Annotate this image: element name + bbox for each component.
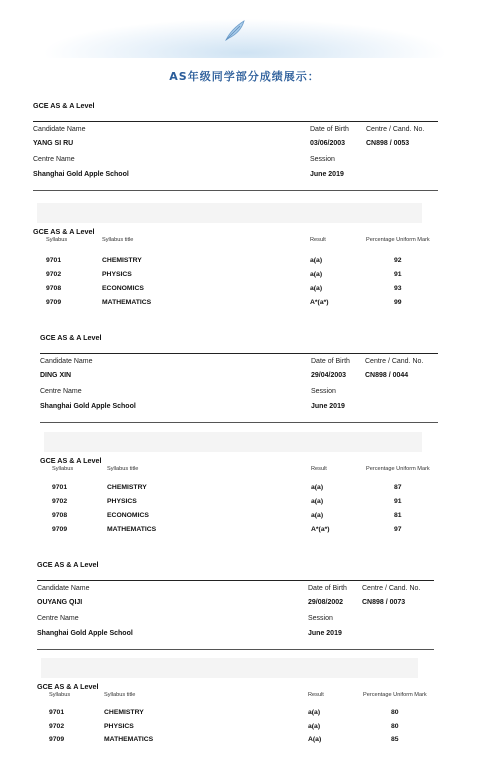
session: June 2019 xyxy=(310,171,344,178)
header-syllabus-title: Syllabus title xyxy=(102,237,134,243)
label-centre-name: Centre Name xyxy=(40,388,82,395)
percentage-mark: 92 xyxy=(394,257,402,264)
rule-bottom xyxy=(33,190,438,191)
label-date-of-birth: Date of Birth xyxy=(311,358,350,365)
percentage-mark: 91 xyxy=(394,498,402,505)
label-centre-name: Centre Name xyxy=(33,156,75,163)
result-grade: A*(a*) xyxy=(311,526,330,533)
results-shade xyxy=(44,432,422,452)
session: June 2019 xyxy=(308,630,342,637)
results-title: GCE AS & A Level xyxy=(40,456,102,465)
rule-top xyxy=(37,580,434,581)
label-session: Session xyxy=(311,388,336,395)
label-centre-cand: Centre / Cand. No. xyxy=(366,126,425,133)
syllabus-code: 9701 xyxy=(52,484,68,491)
result-grade: a(a) xyxy=(310,285,323,292)
syllabus-code: 9709 xyxy=(52,526,68,533)
percentage-mark: 93 xyxy=(394,285,402,292)
result-grade: a(a) xyxy=(310,257,323,264)
syllabus-title: CHEMISTRY xyxy=(104,709,144,716)
label-candidate-name: Candidate Name xyxy=(33,126,86,133)
percentage-mark: 99 xyxy=(394,299,402,306)
syllabus-title: MATHEMATICS xyxy=(104,736,154,743)
label-date-of-birth: Date of Birth xyxy=(310,126,349,133)
candidate-number: CN898 / 0073 xyxy=(362,599,406,606)
rule-bottom xyxy=(37,649,434,650)
syllabus-code: 9709 xyxy=(46,299,62,306)
header-percentage-uniform-mark: Percentage Uniform Mark xyxy=(363,692,427,698)
rule-top xyxy=(33,121,438,122)
candidate-name: YANG SI RU xyxy=(33,140,74,147)
rule-top xyxy=(40,353,438,354)
syllabus-code: 9702 xyxy=(49,722,65,730)
result-grade: a(a) xyxy=(311,484,324,491)
date-of-birth: 03/06/2003 xyxy=(310,140,346,147)
percentage-mark: 87 xyxy=(394,484,402,491)
result-grade: a(a) xyxy=(308,709,321,716)
syllabus-code: 9702 xyxy=(46,271,62,278)
header-result: Result xyxy=(310,237,326,243)
syllabus-title: ECONOMICS xyxy=(102,285,144,292)
centre-name: Shanghai Gold Apple School xyxy=(40,403,136,410)
result-grade: a(a) xyxy=(308,722,321,730)
syllabus-title: MATHEMATICS xyxy=(102,299,152,306)
candidate-name: DING XIN xyxy=(40,372,72,379)
centre-name: Shanghai Gold Apple School xyxy=(33,171,129,178)
results-title: GCE AS & A Level xyxy=(37,682,99,691)
syllabus-code: 9701 xyxy=(46,257,62,264)
syllabus-code: 9701 xyxy=(49,709,65,716)
certificate-title: GCE AS & A Level xyxy=(37,560,99,569)
rule-bottom xyxy=(40,422,438,423)
percentage-mark: 97 xyxy=(394,526,402,533)
syllabus-code: 9702 xyxy=(52,498,68,505)
results-title: GCE AS & A Level xyxy=(33,227,95,236)
header-syllabus: Syllabus xyxy=(52,466,74,472)
syllabus-code: 9708 xyxy=(46,285,62,292)
header-result: Result xyxy=(308,692,324,698)
syllabus-title: PHYSICS xyxy=(104,722,134,730)
percentage-mark: 81 xyxy=(394,512,402,519)
header-syllabus-title: Syllabus title xyxy=(104,692,136,698)
result-grade: a(a) xyxy=(311,512,324,519)
header-syllabus: Syllabus xyxy=(46,237,68,243)
syllabus-title: CHEMISTRY xyxy=(107,484,147,491)
percentage-mark: 85 xyxy=(391,736,399,743)
label-session: Session xyxy=(310,156,335,163)
candidate-number: CN898 / 0044 xyxy=(365,372,409,379)
results-shade xyxy=(41,658,418,678)
label-candidate-name: Candidate Name xyxy=(37,585,90,592)
syllabus-code: 9708 xyxy=(52,512,68,519)
label-centre-cand: Centre / Cand. No. xyxy=(365,358,424,365)
page-heading: AS年级同学部分成绩展示： xyxy=(169,70,320,83)
date-of-birth: 29/04/2003 xyxy=(311,372,347,379)
syllabus-title: MATHEMATICS xyxy=(107,526,157,533)
header-result: Result xyxy=(311,466,327,472)
syllabus-title: PHYSICS xyxy=(102,271,132,278)
candidate-name: OUYANG QIJI xyxy=(37,599,83,606)
result-grade: a(a) xyxy=(311,498,324,505)
header-syllabus-title: Syllabus title xyxy=(107,466,139,472)
syllabus-title: CHEMISTRY xyxy=(102,257,142,264)
result-grade: a(a) xyxy=(310,271,323,278)
header-syllabus: Syllabus xyxy=(49,692,71,698)
percentage-mark: 91 xyxy=(394,271,402,278)
result-grade: A(a) xyxy=(308,736,322,743)
session: June 2019 xyxy=(311,403,345,410)
syllabus-title: ECONOMICS xyxy=(107,512,149,519)
percentage-mark: 80 xyxy=(391,722,399,730)
label-centre-name: Centre Name xyxy=(37,615,79,622)
centre-name: Shanghai Gold Apple School xyxy=(37,630,133,637)
header-percentage-uniform-mark: Percentage Uniform Mark xyxy=(366,466,430,472)
certificate-title: GCE AS & A Level xyxy=(40,333,102,342)
label-session: Session xyxy=(308,615,333,622)
date-of-birth: 29/08/2002 xyxy=(308,599,344,606)
percentage-mark: 80 xyxy=(391,709,399,716)
label-candidate-name: Candidate Name xyxy=(40,358,93,365)
results-shade xyxy=(37,203,422,223)
syllabus-title: PHYSICS xyxy=(107,498,137,505)
syllabus-code: 9709 xyxy=(49,736,65,743)
label-centre-cand: Centre / Cand. No. xyxy=(362,585,421,592)
result-grade: A*(a*) xyxy=(310,299,329,306)
label-date-of-birth: Date of Birth xyxy=(308,585,347,592)
feather-logo-icon xyxy=(222,18,248,44)
certificate-title: GCE AS & A Level xyxy=(33,101,95,110)
candidate-number: CN898 / 0053 xyxy=(366,140,410,147)
header-percentage-uniform-mark: Percentage Uniform Mark xyxy=(366,237,430,243)
